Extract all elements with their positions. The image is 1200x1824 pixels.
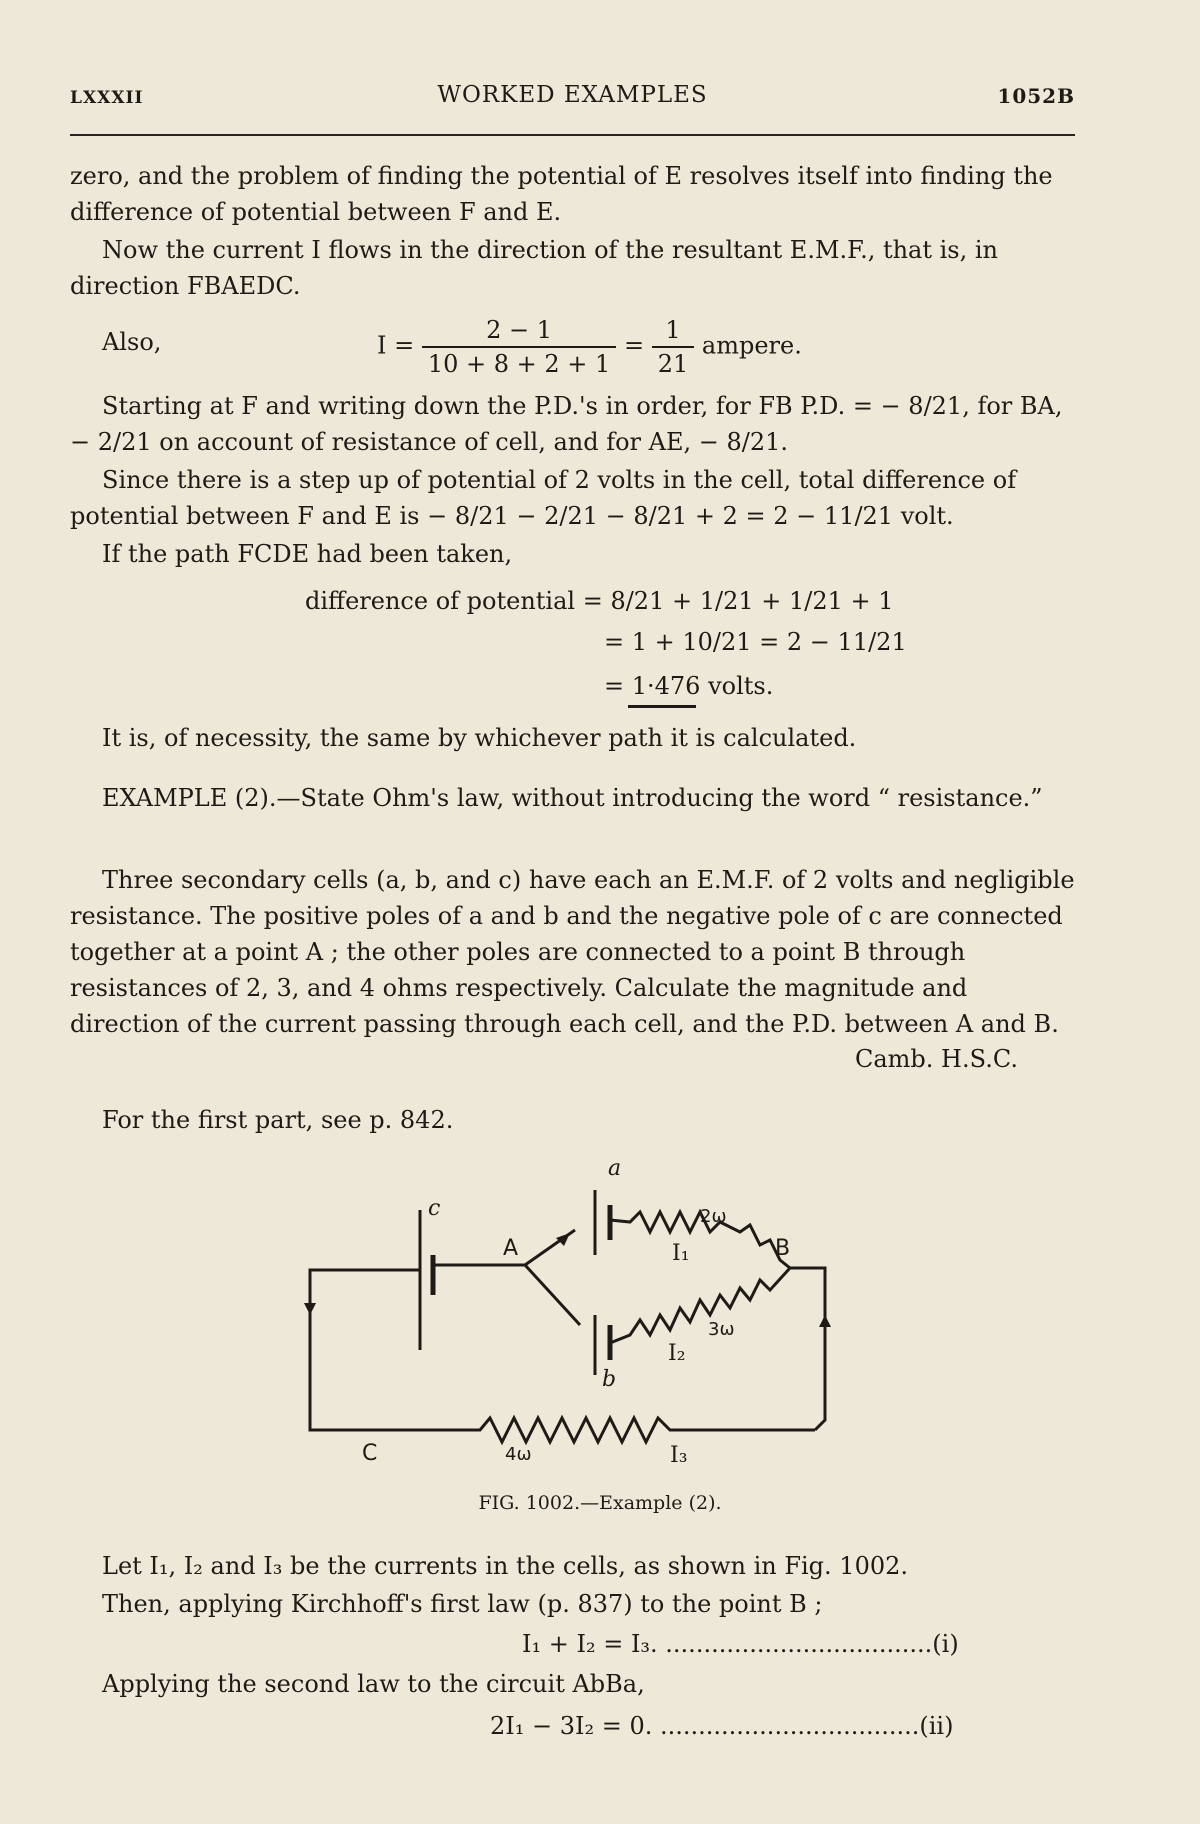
label-cell-a: a (608, 1156, 622, 1181)
paragraph-5: If the path FCDE had been taken, (102, 540, 513, 568)
label-current-2: I₂ (668, 1341, 686, 1366)
label-r-3-ohm: 3ω (708, 1319, 735, 1340)
fraction-den-2: 21 (657, 350, 689, 378)
paragraph-10: Let I₁, I₂ and I₃ be the currents in the cells, as shown in Fig. 1002. (102, 1552, 909, 1580)
also-label: Also, (102, 328, 162, 356)
equation-line-1: difference of potential = 8/21 + 1/21 + 1/21 + 1 (305, 587, 894, 615)
resistor-3-ohm (610, 1268, 790, 1343)
arrow-a-icon (556, 1233, 570, 1246)
label-r-4-ohm: 4ω (505, 1444, 532, 1465)
paragraph-1: zero, and the problem of finding the potential of E resolves itself into finding the difference of potential between F and E. (70, 162, 1053, 226)
also-unit: ampere. (701, 331, 802, 360)
arrow-left-icon (304, 1303, 316, 1315)
result-underline (628, 705, 696, 708)
fraction-num-2: 1 (652, 316, 695, 348)
equation-ii: 2I₁ − 3I₂ = 0. ..................................(ii) (490, 1712, 954, 1740)
example-heading: EXAMPLE (2).—State Ohm's law, without introducing the word “ resistance.” (102, 784, 1043, 812)
label-current-1: I₁ (672, 1241, 690, 1266)
paragraph-4: Since there is a step up of potential of 2 volts in the cell, total difference of potential between F and E is − 8/21 − 2/21 − 8/21 + 2 = 2 − 11/21 volt. (70, 466, 1017, 530)
fraction-current (422, 316, 616, 378)
fraction-den: 10 + 8 + 2 + 1 (427, 350, 611, 378)
also-lhs: I = (377, 331, 415, 360)
fraction-num: 2 − 1 (422, 316, 616, 348)
paragraph-2: Now the current I flows in the direction of the resultant E.M.F., that is, in direction FBAEDC. (70, 236, 999, 300)
paragraph-11: Then, applying Kirchhoff's first law (p. 837) to the point B ; (102, 1590, 823, 1618)
wire-A-to-b (525, 1265, 580, 1325)
circuit-diagram (290, 1150, 850, 1480)
arrow-right-icon (819, 1315, 831, 1327)
wire-right (790, 1268, 825, 1430)
label-cell-c: c (428, 1196, 441, 1221)
paragraph-6: It is, of necessity, the same by whichever path it is calculated. (102, 724, 857, 752)
equation-line-2: = 1 + 10/21 = 2 − 11/21 (604, 628, 907, 656)
header-title: WORKED EXAMPLES (437, 82, 708, 108)
label-current-3: I₃ (670, 1443, 688, 1468)
header-page-number: 1052B (997, 84, 1075, 108)
label-node-C: C (362, 1441, 378, 1466)
header-rule (70, 134, 1075, 136)
label-cell-b: b (602, 1367, 617, 1392)
equation-i: I₁ + I₂ = I₃. ...................................(i) (522, 1630, 959, 1658)
label-r-2-ohm: 2ω (700, 1206, 727, 1227)
equation-line-3: = 1·476 volts. (604, 672, 774, 700)
paragraph-12: Applying the second law to the circuit AbBa, (102, 1670, 645, 1698)
running-header (70, 82, 1075, 118)
resistor-4-ohm (410, 1418, 815, 1442)
paragraph-8: Three secondary cells (a, b, and c) have each an E.M.F. of 2 volts and negligible resistance. The positive poles of a and b and the negative pole of c are connected together at a point A ; the other poles are connected to a point B through resistances of 2, 3, and 4 ohms respectively. Calculate the magnitude and direction of the current passing through each cell, and the P.D. between A and B. (70, 866, 1075, 1038)
wire-left (310, 1270, 420, 1430)
source-citation: Camb. H.S.C. (855, 1045, 1018, 1073)
header-left: LXXXII (70, 88, 144, 108)
paragraph-3: Starting at F and writing down the P.D.'s in order, for FB P.D. = − 8/21, for BA, − 2/21 on account of resistance of cell, and for AE, − 8/21. (70, 392, 1063, 456)
label-node-A: A (503, 1236, 519, 1261)
also-eq: = (623, 331, 645, 360)
paragraph-9: For the first part, see p. 842. (102, 1106, 454, 1134)
label-node-B: B (775, 1236, 791, 1261)
figure-caption: FIG. 1002.—Example (2). (478, 1492, 722, 1514)
fraction-result (652, 316, 695, 378)
